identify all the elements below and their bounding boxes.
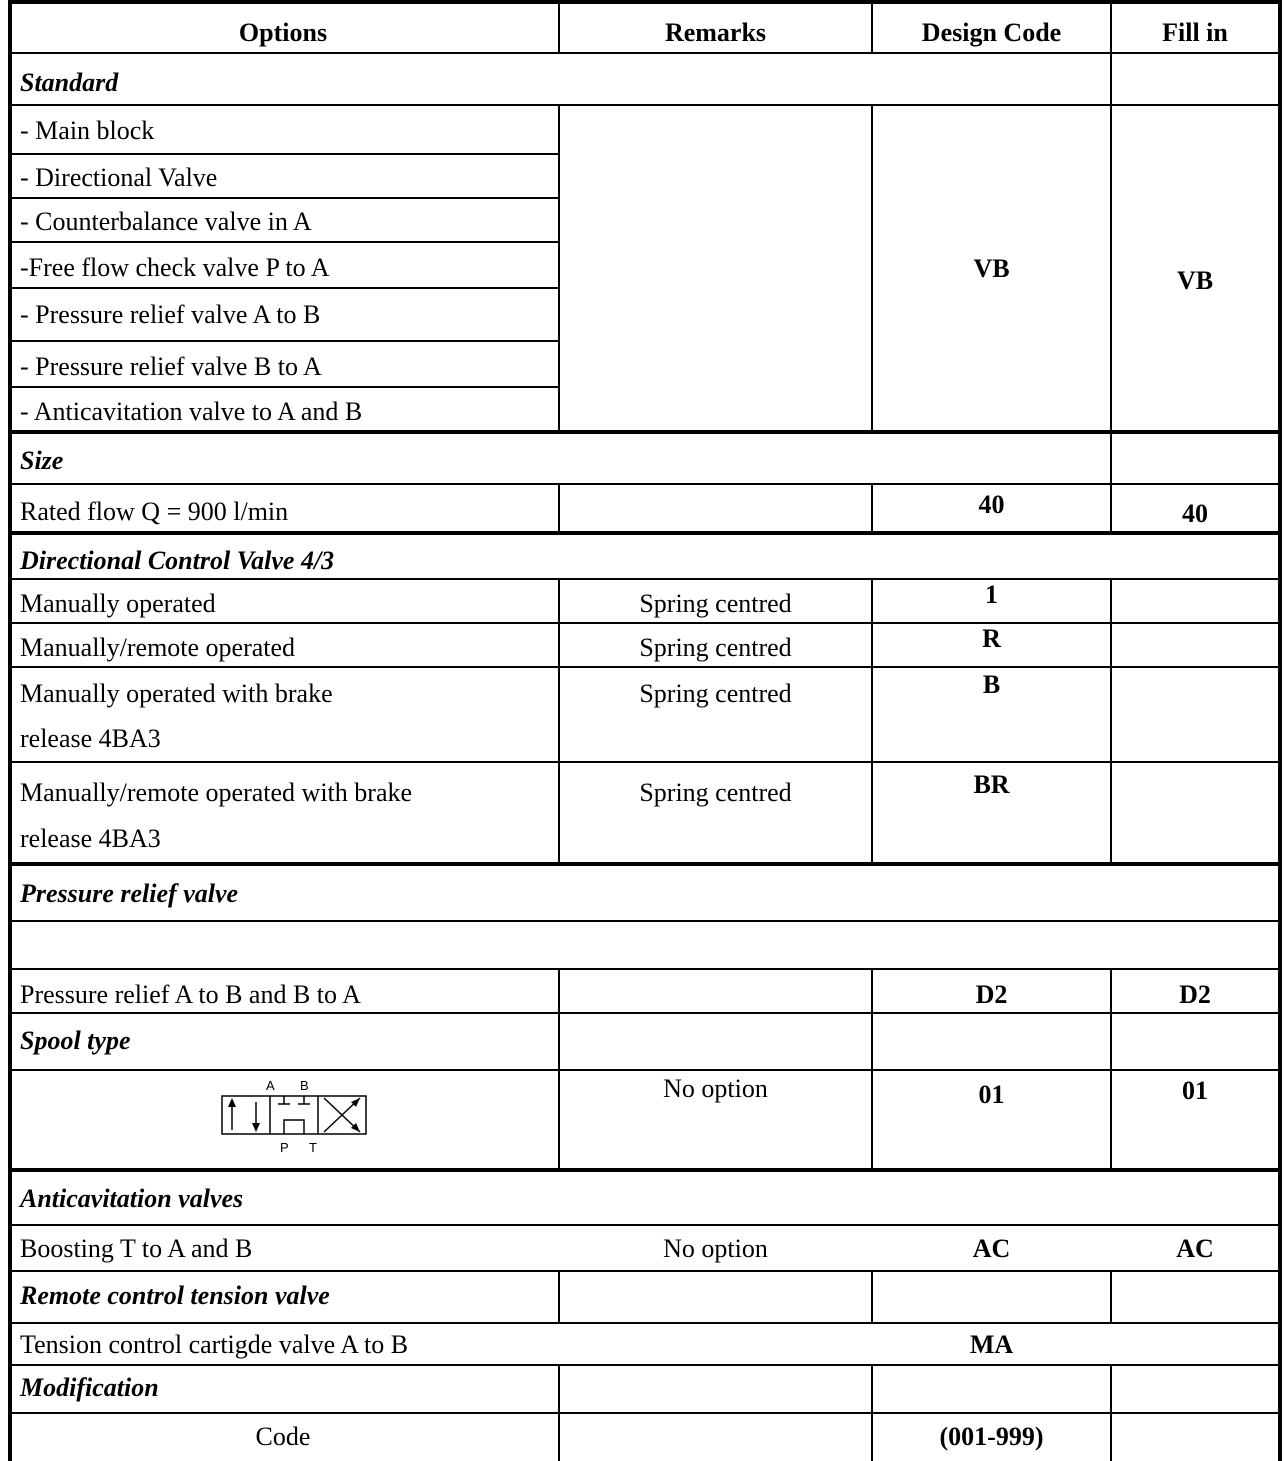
- size-design-code: 40: [978, 490, 1005, 519]
- dcv-option: Manually operated: [20, 589, 216, 618]
- section-title-anticavitation-valves: Anticavitation valves: [20, 1184, 244, 1213]
- spool-port-label: T: [309, 1140, 317, 1155]
- dcv-option: Manually/remote operated with brake: [20, 778, 413, 807]
- spool-port-label: B: [300, 1078, 309, 1093]
- modification-option: Code: [255, 1422, 311, 1451]
- standard-item: - Counterbalance valve in A: [20, 207, 312, 236]
- tension-design-code: MA: [969, 1330, 1014, 1359]
- header-remarks: Remarks: [664, 18, 767, 47]
- standard-design-code: VB: [973, 254, 1010, 283]
- options-table: [8, 0, 1282, 1461]
- anticav-design-code: AC: [972, 1234, 1011, 1263]
- section-title-directional-control-valve: Directional Control Valve 4/3: [20, 546, 335, 575]
- standard-item: - Pressure relief valve B to A: [20, 352, 322, 381]
- border-left: [8, 0, 12, 1461]
- section-title-modification: Modification: [20, 1373, 159, 1402]
- tension-option: Tension control cartigde valve A to B: [20, 1330, 409, 1359]
- section-title-size: Size: [20, 446, 64, 475]
- standard-item: -Free flow check valve P to A: [20, 253, 330, 282]
- spool-design-code: 01: [978, 1080, 1005, 1109]
- dcv-design-code: B: [982, 670, 1001, 699]
- header-fill-in: Fill in: [1162, 18, 1228, 47]
- anticav-remark: No option: [663, 1234, 768, 1263]
- standard-item: - Pressure relief valve A to B: [20, 300, 321, 329]
- section-title-pressure-relief-valve: Pressure relief valve: [20, 879, 239, 908]
- header-design-code: Design Code: [921, 18, 1062, 47]
- section-title-spool-type: Spool type: [20, 1026, 131, 1055]
- dcv-option-line2: release 4BA3: [20, 824, 161, 853]
- prv-option: Pressure relief A to B and B to A: [20, 980, 361, 1009]
- section-title-standard: Standard: [20, 68, 119, 97]
- spool-port-label: P: [280, 1140, 289, 1155]
- standard-item: - Anticavitation valve to A and B: [20, 397, 363, 426]
- standard-fill-in: VB: [1176, 266, 1214, 295]
- size-option: Rated flow Q = 900 l/min: [20, 497, 289, 526]
- anticav-fill-in: AC: [1176, 1234, 1214, 1263]
- spool-symbol-icon: [214, 1076, 374, 1162]
- dcv-remark: Spring centred: [639, 589, 792, 618]
- prv-design-code: D2: [975, 980, 1008, 1009]
- dcv-design-code: R: [982, 624, 1001, 653]
- border-top: [8, 0, 1282, 4]
- border-right: [1278, 0, 1282, 1461]
- dcv-option: Manually operated with brake: [20, 679, 333, 708]
- spool-remark: No option: [663, 1074, 768, 1103]
- anticav-option: Boosting T to A and B: [20, 1234, 253, 1263]
- section-title-remote-control-tension-valve: Remote control tension valve: [20, 1281, 330, 1310]
- dcv-option: Manually/remote operated: [20, 633, 296, 662]
- modification-design-code: (001-999): [939, 1422, 1044, 1451]
- prv-fill-in: D2: [1179, 980, 1211, 1009]
- spool-port-label: A: [266, 1078, 275, 1093]
- spool-fill-in: 01: [1182, 1076, 1208, 1105]
- size-fill-in: 40: [1182, 499, 1208, 528]
- standard-item: - Main block: [20, 116, 155, 145]
- dcv-remark: Spring centred: [639, 679, 792, 708]
- header-options: Options: [238, 18, 328, 47]
- dcv-design-code: BR: [973, 770, 1010, 799]
- dcv-option-line2: release 4BA3: [20, 724, 161, 753]
- dcv-remark: Spring centred: [639, 778, 792, 807]
- standard-item: - Directional Valve: [20, 163, 218, 192]
- dcv-remark: Spring centred: [639, 633, 792, 662]
- dcv-design-code: 1: [985, 580, 998, 609]
